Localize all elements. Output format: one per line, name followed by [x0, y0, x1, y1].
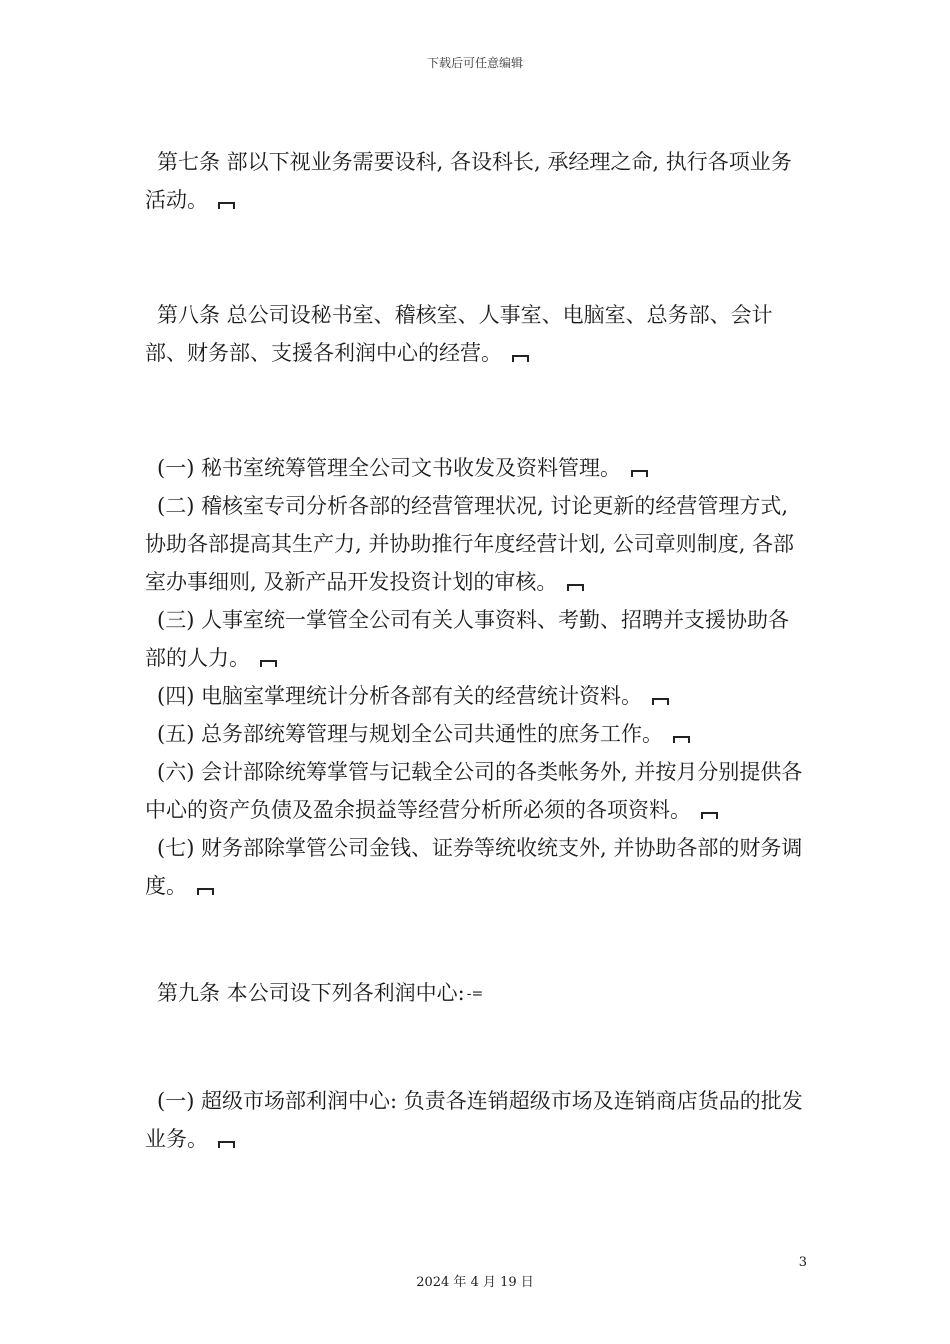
article-8-text: 第八条 总公司设秘书室、稽核室、人事室、电脑室、总务部、会计部、财务部、支援各利润中心的经营。: [145, 303, 773, 365]
paragraph-mark-icon: [197, 888, 214, 895]
paragraph-mark-icon: [260, 660, 277, 667]
article-9-text: 第九条 本公司设下列各利润中心:: [157, 981, 465, 1005]
article-8-item-2: [145, 487, 810, 601]
page-footer-date: 2024 年 4 月 19 日: [416, 1275, 534, 1290]
paragraph-mark-icon: [512, 355, 529, 362]
item-text: (七) 财务部除掌管公司金钱、证券等统收统支外, 并协助各部的财务调度。: [145, 836, 803, 898]
page-header: 下载后可任意编辑: [426, 56, 523, 70]
item-text: (一) 秘书室统筹管理全公司文书收发及资料管理。: [157, 456, 622, 480]
paragraph-mark-icon: [567, 584, 584, 591]
paragraph-mark-icon: [218, 202, 235, 209]
paragraph-mark-icon: [218, 1141, 235, 1148]
article-8-item-3: [145, 601, 810, 677]
article-7: [145, 143, 810, 219]
item-text: (六) 会计部除统筹掌管与记载全公司的各类帐务外, 并按月分别提供各中心的资产负债及盈余损益等经营分析所必须的各项资料。: [145, 760, 803, 822]
article-8: [145, 296, 810, 372]
item-text: (二) 稽核室专司分析各部的经营管理状况, 讨论更新的经营管理方式, 协助各部提高其生产力, 并协助推行年度经营计划, 公司章则制度, 各部室办事细则, 及新产品开发投资计划的审核。: [145, 494, 795, 594]
item-text: (三) 人事室统一掌管全公司有关人事资料、考勤、招聘并支援协助各部的人力。: [145, 608, 790, 670]
article-9: [145, 974, 810, 1013]
document-body: [145, 143, 810, 1158]
item-text: (四) 电脑室掌理统计分析各部有关的经营统计资料。: [157, 684, 643, 708]
article-8-item-6: [145, 753, 810, 829]
article-7-text: 第七条 部以下视业务需要设科, 各设科长, 承经理之命, 执行各项业务活动。: [145, 150, 792, 212]
article-8-item-4: [145, 677, 810, 715]
article-8-item-5: [145, 715, 810, 753]
item-text: (五) 总务部统筹管理与规划全公司共通性的庶务工作。: [157, 722, 664, 746]
paragraph-mark-icon: [652, 698, 669, 705]
page-number: 3: [798, 1255, 807, 1270]
article-8-item-7: [145, 829, 810, 905]
item-text: (一) 超级市场部利润中心: 负责各连销超级市场及连销商店货品的批发业务。: [145, 1089, 803, 1151]
paragraph-mark-icon: [673, 736, 690, 743]
article-9-item-1: [145, 1082, 810, 1158]
line-break-mark-icon: -=: [466, 986, 484, 1002]
paragraph-mark-icon: [701, 812, 718, 819]
paragraph-mark-icon: [631, 470, 648, 477]
article-8-item-1: [145, 449, 810, 487]
